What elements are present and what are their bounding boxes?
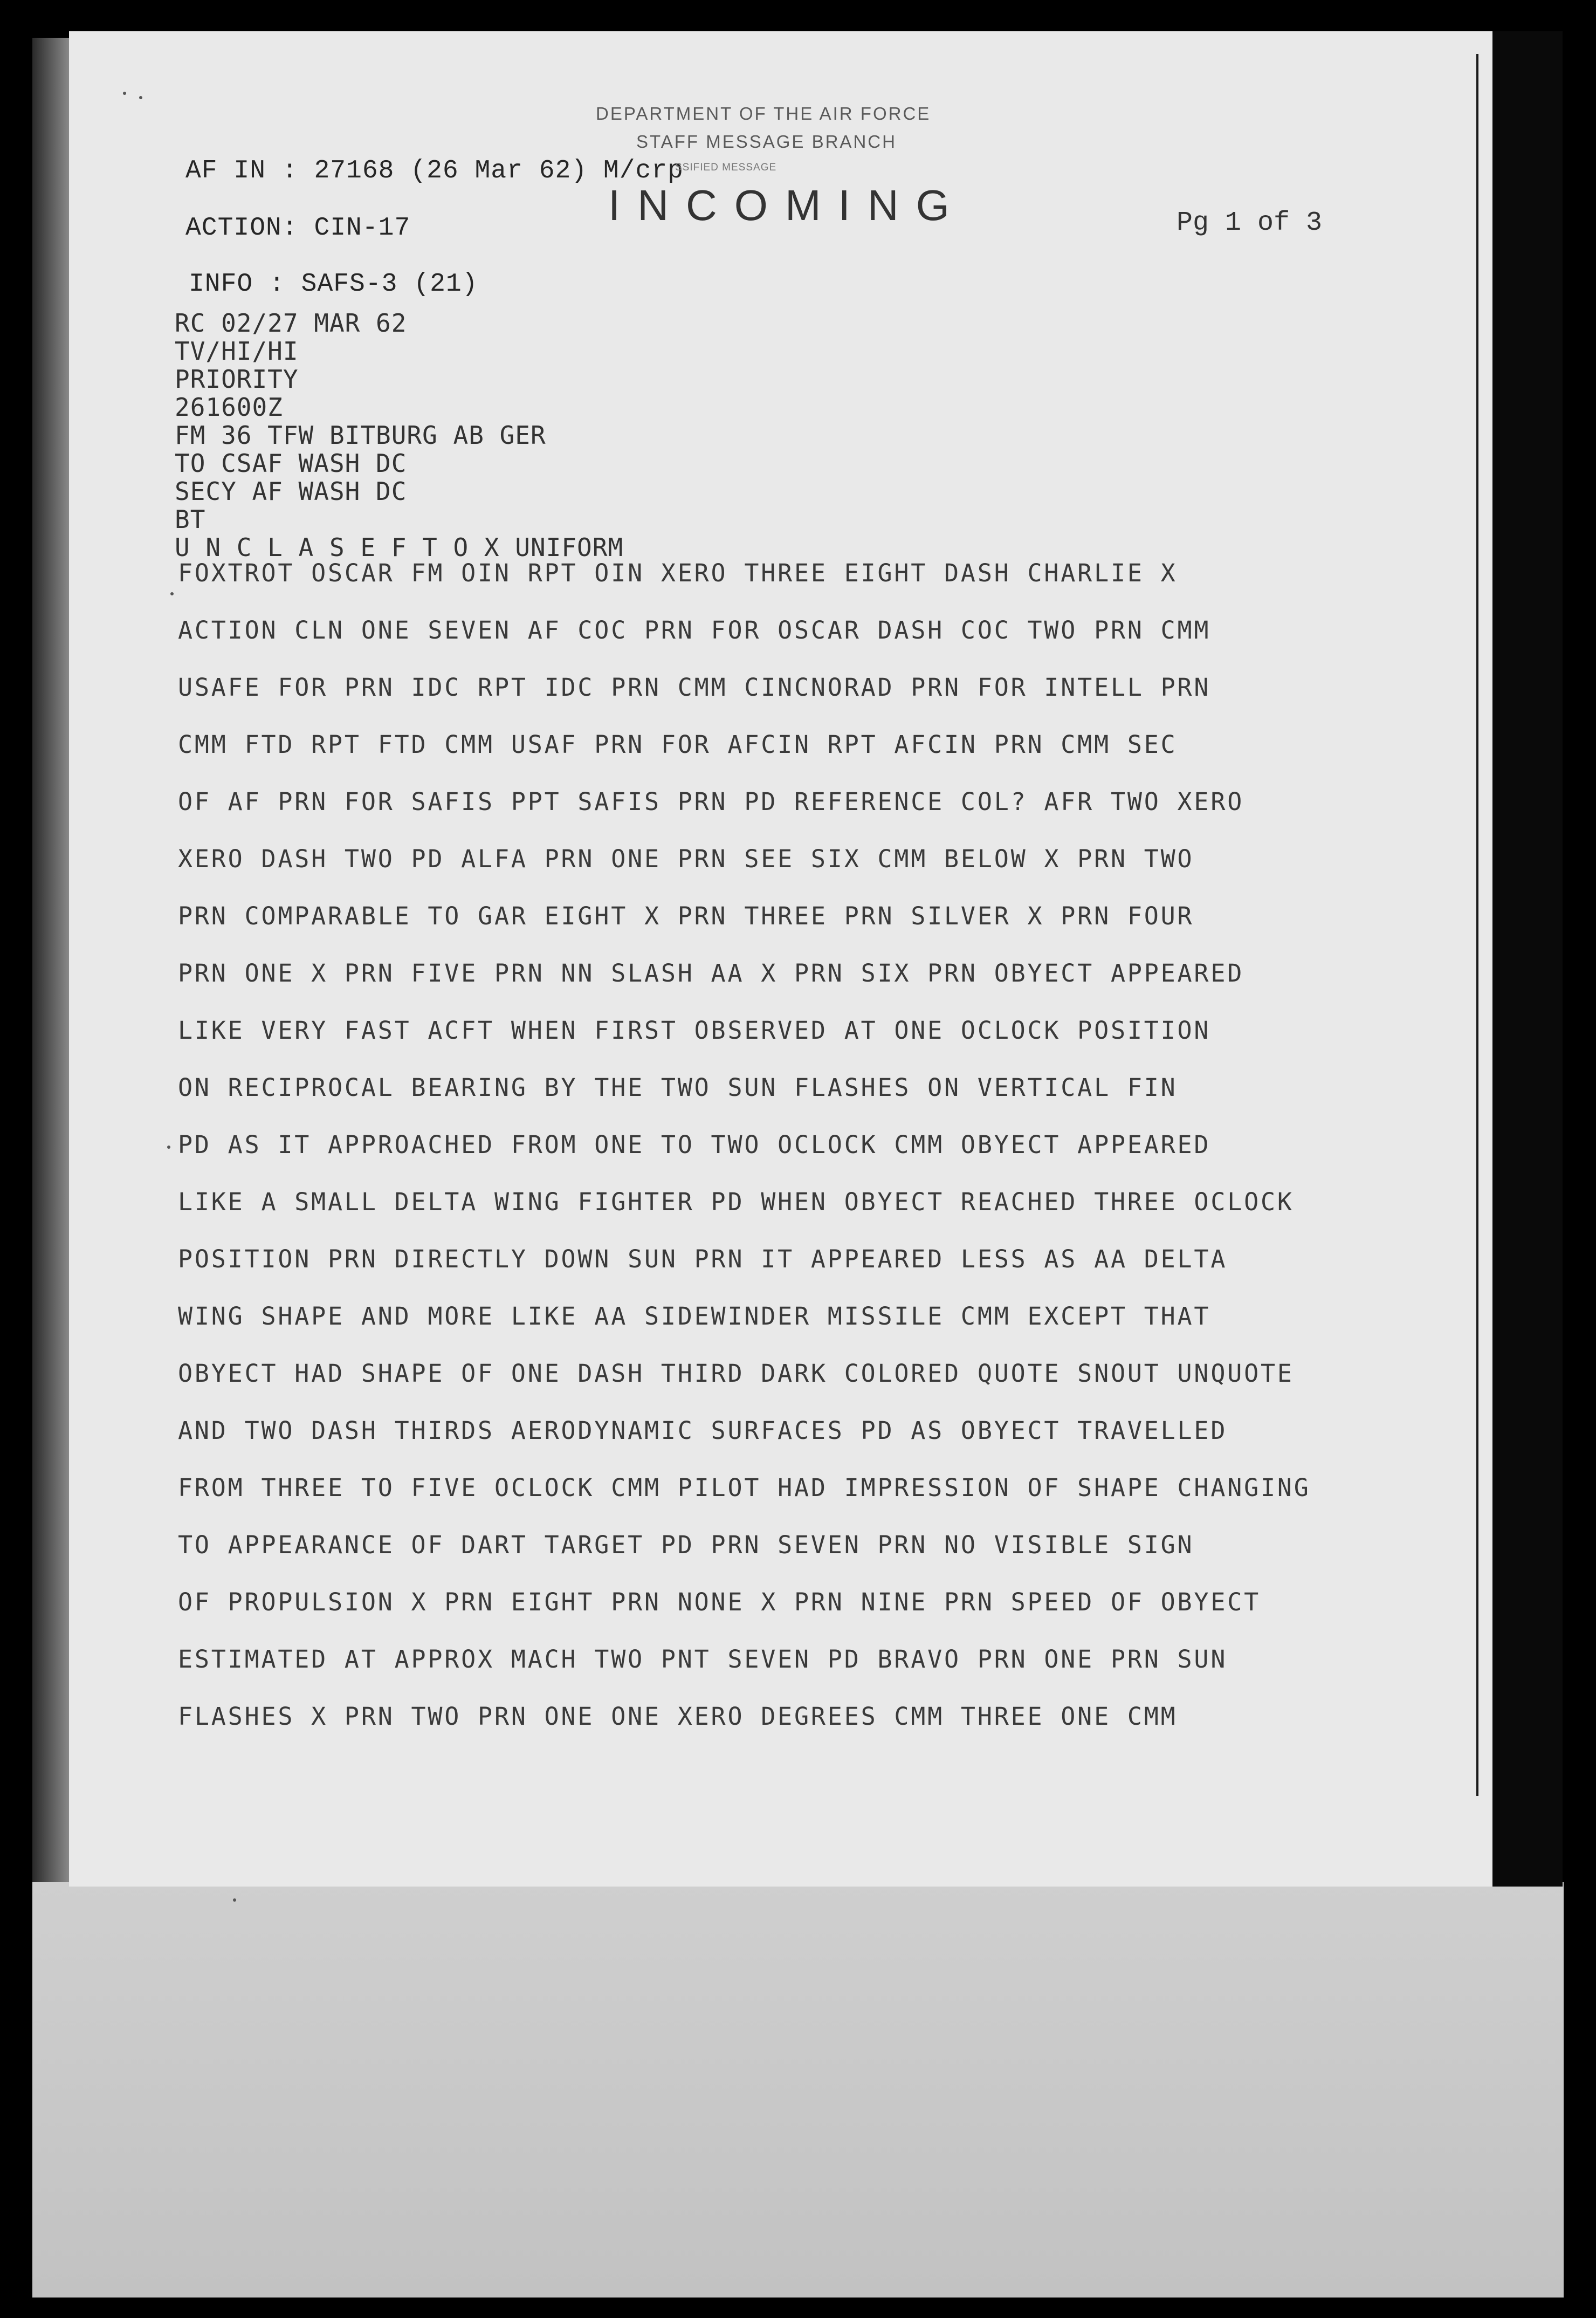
routing-line: RC 02/27 MAR 62 [175, 308, 407, 338]
speck [170, 592, 174, 595]
message-line: ACTION CLN ONE SEVEN AF COC PRN FOR OSCAR DASH COC TWO PRN CMM [178, 616, 1211, 644]
message-line: POSITION PRN DIRECTLY DOWN SUN PRN IT APPEARED LESS AS AA DELTA [178, 1245, 1228, 1273]
page-number: Pg 1 of 3 [1177, 208, 1323, 238]
routing-line: 261600Z [175, 393, 283, 422]
message-line: LIKE VERY FAST ACFT WHEN FIRST OBSERVED AT ONE OCLOCK POSITION [178, 1016, 1211, 1045]
incoming-heading: INCOMING [608, 181, 967, 229]
department-heading: DEPARTMENT OF THE AIR FORCE [596, 104, 931, 124]
message-line: TO APPEARANCE OF DART TARGET PD PRN SEVEN PRN NO VISIBLE SIGN [178, 1531, 1194, 1559]
routing-line: TV/HI/HI [175, 337, 299, 366]
action-line: ACTION: CIN-17 [185, 214, 411, 243]
message-line: FOXTROT OSCAR FM OIN RPT OIN XERO THREE EIGHT DASH CHARLIE X [178, 559, 1178, 587]
speck [233, 1898, 236, 1902]
message-line: ESTIMATED AT APPROX MACH TWO PNT SEVEN PD BRAVO PRN ONE PRN SUN [178, 1645, 1228, 1674]
speck [123, 92, 126, 95]
message-line: ON RECIPROCAL BEARING BY THE TWO SUN FLASHES ON VERTICAL FIN [178, 1073, 1178, 1102]
message-line: FLASHES X PRN TWO PRN ONE ONE XERO DEGREES CMM THREE ONE CMM [178, 1702, 1178, 1731]
mount-board [32, 1882, 1564, 2298]
speck [139, 96, 142, 99]
message-line: OF PROPULSION X PRN EIGHT PRN NONE X PRN NINE PRN SPEED OF OBYECT [178, 1588, 1261, 1616]
branch-heading: STAFF MESSAGE BRANCH [636, 132, 897, 152]
routing-line: FM 36 TFW BITBURG AB GER [175, 421, 546, 450]
message-line: PRN COMPARABLE TO GAR EIGHT X PRN THREE PRN SILVER X PRN FOUR [178, 902, 1194, 930]
routing-line: TO CSAF WASH DC [175, 449, 407, 478]
message-line: OBYECT HAD SHAPE OF ONE DASH THIRD DARK COLORED QUOTE SNOUT UNQUOTE [178, 1359, 1294, 1388]
film-right-edge [1492, 31, 1563, 1887]
message-line: FROM THREE TO FIVE OCLOCK CMM PILOT HAD IMPRESSION OF SHAPE CHANGING [178, 1473, 1311, 1502]
af-in-number: AF IN : 27168 (26 Mar 62) M/crp [185, 156, 684, 186]
message-line: WING SHAPE AND MORE LIKE AA SIDEWINDER MISSILE CMM EXCEPT THAT [178, 1302, 1211, 1331]
message-line: XERO DASH TWO PD ALFA PRN ONE PRN SEE SIX CMM BELOW X PRN TWO [178, 845, 1194, 873]
message-line: AND TWO DASH THIRDS AERODYNAMIC SURFACES PD AS OBYECT TRAVELLED [178, 1416, 1228, 1445]
info-line: INFO : SAFS-3 (21) [189, 270, 478, 299]
message-line: PRN ONE X PRN FIVE PRN NN SLASH AA X PRN SIX PRN OBYECT APPEARED [178, 959, 1244, 987]
routing-line: PRIORITY [175, 365, 299, 394]
message-line: LIKE A SMALL DELTA WING FIGHTER PD WHEN OBYECT REACHED THREE OCLOCK [178, 1188, 1294, 1216]
message-line: PD AS IT APPROACHED FROM ONE TO TWO OCLOCK CMM OBYECT APPEARED [178, 1130, 1211, 1159]
classification-stamp: SSIFIED MESSAGE [675, 162, 777, 173]
message-line: CMM FTD RPT FTD CMM USAF PRN FOR AFCIN RPT AFCIN PRN CMM SEC [178, 730, 1178, 759]
routing-line: BT [175, 505, 206, 534]
routing-line: U N C L A S E F T O X UNIFORM [175, 533, 624, 562]
sheet-edge-line [1476, 54, 1478, 1796]
routing-line: SECY AF WASH DC [175, 477, 407, 506]
message-line: USAFE FOR PRN IDC RPT IDC PRN CMM CINCNORAD PRN FOR INTELL PRN [178, 673, 1211, 702]
speck [167, 1146, 170, 1149]
message-line: OF AF PRN FOR SAFIS PPT SAFIS PRN PD REFERENCE COL? AFR TWO XERO [178, 787, 1244, 816]
